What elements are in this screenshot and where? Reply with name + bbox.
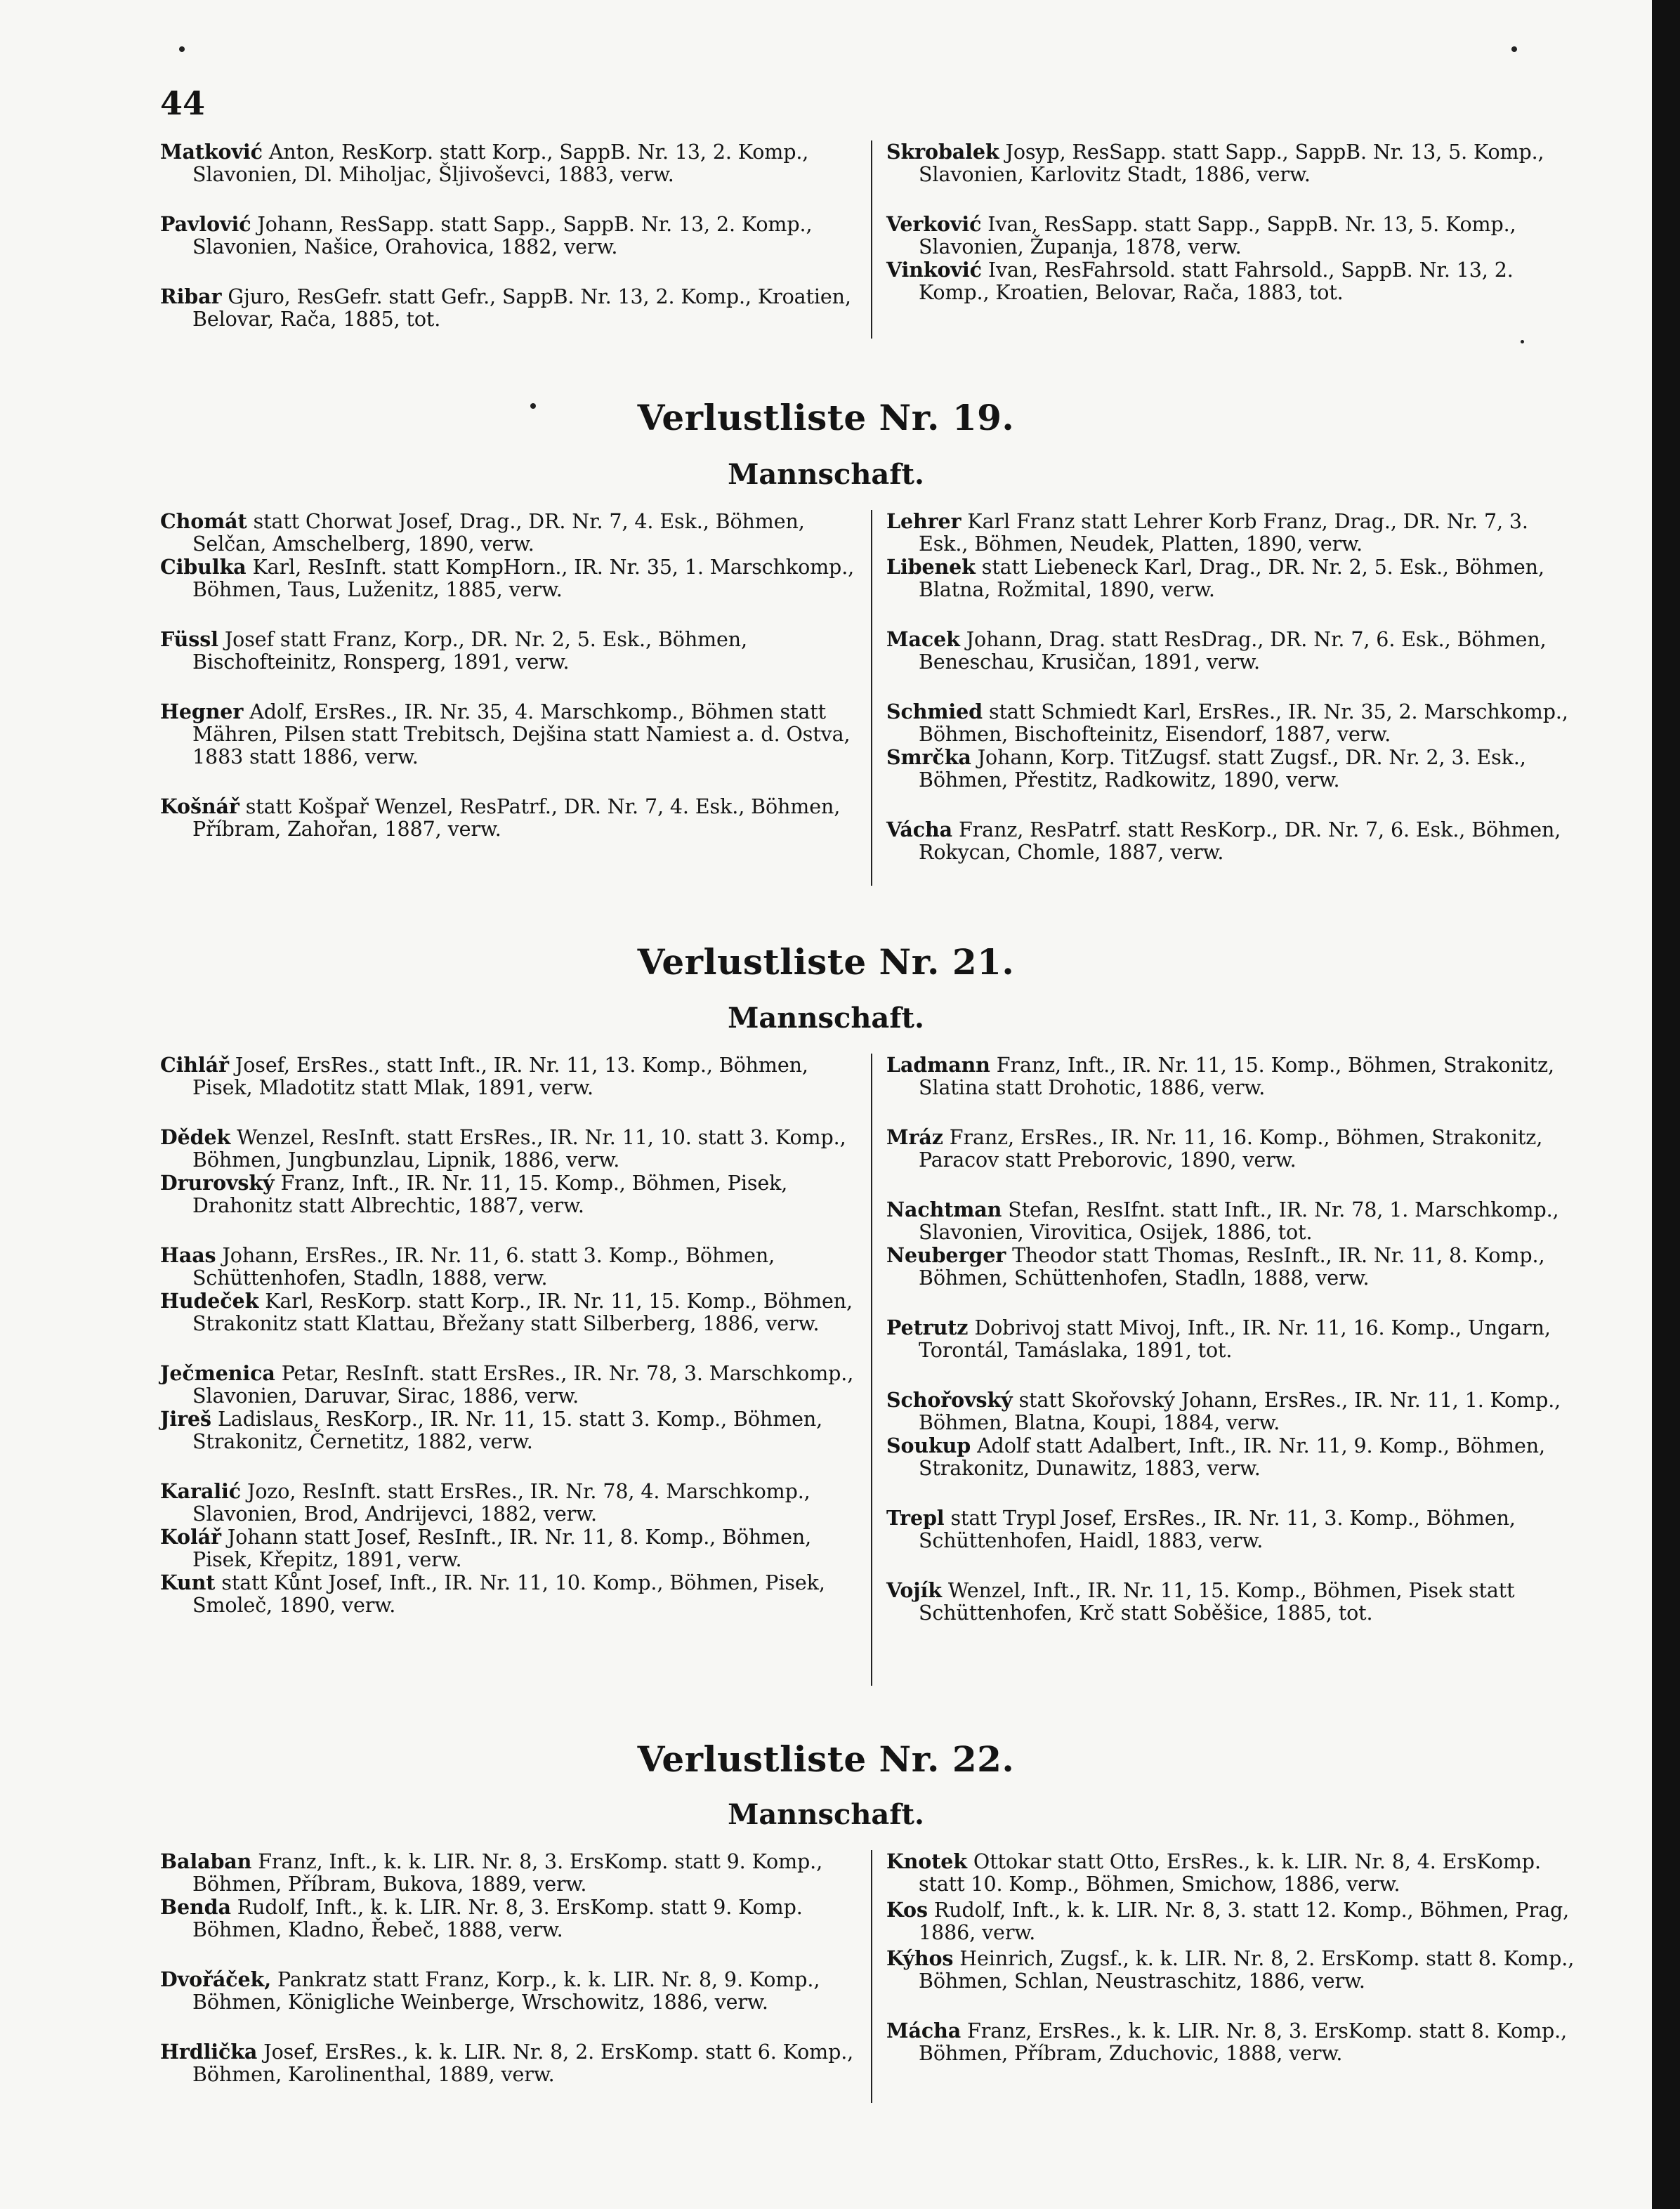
list-entry: Schořovský statt Skořovský Johann, ErsRes., IR. Nr. 11, 1. Komp., Böhmen, Blatna, Koupi, 1884, verw. (886, 1388, 1561, 1434)
list-entry: Schmied statt Schmiedt Karl, ErsRes., IR. Nr. 35, 2. Marschkomp., Böhmen, Bischofteinitz, Eisendorf, 1887, verw. (886, 700, 1568, 746)
page-number: 44 (160, 84, 206, 122)
list-entry: Cihlář Josef, ErsRes., statt Inft., IR. Nr. 11, 13. Komp., Böhmen, Pisek, Mladotitz statt Mlak, 1891, verw. (160, 1053, 808, 1099)
list-entry: Füssl Josef statt Franz, Korp., DR. Nr. 2, 5. Esk., Böhmen, Bischofteinitz, Ronsperg, 1891, verw. (160, 627, 747, 674)
scan-speck (1521, 340, 1524, 343)
list-entry: Cibulka Karl, ResInft. statt KompHorn., IR. Nr. 35, 1. Marschkomp., Böhmen, Taus, Luženitz, 1885, verw. (160, 555, 855, 601)
list-entry: Hrdlička Josef, ErsRes., k. k. LIR. Nr. 8, 2. ErsKomp. statt 6. Komp., Böhmen, Karolinenthal, 1889, verw. (160, 2040, 854, 2086)
list-entry: Kos Rudolf, Inft., k. k. LIR. Nr. 8, 3. statt 12. Komp., Böhmen, Prag, 1886, verw. (886, 1898, 1570, 1944)
list-entry: Libenek statt Liebeneck Karl, Drag., DR. Nr. 2, 5. Esk., Böhmen, Blatna, Rožmital, 1890, verw. (886, 555, 1544, 601)
list-entry: Drurovský Franz, Inft., IR. Nr. 11, 15. Komp., Böhmen, Pisek, Drahonitz statt Albrechtic, 1887, verw. (160, 1171, 788, 1217)
list-entry: Lehrer Karl Franz statt Lehrer Korb Franz, Drag., DR. Nr. 7, 3. Esk., Böhmen, Neudek, Platten, 1890, verw. (886, 509, 1528, 556)
column-divider (871, 1054, 872, 1686)
list-entry: Kolář Johann statt Josef, ResInft., IR. Nr. 11, 8. Komp., Böhmen, Pisek, Křepitz, 1891, verw. (160, 1525, 812, 1571)
list-entry: Ječmenica Petar, ResInft. statt ErsRes., IR. Nr. 78, 3. Marschkomp., Slavonien, Daruvar, Sirac, 1886, verw. (160, 1361, 854, 1408)
section-subtitle: Mannschaft. (728, 1798, 924, 1831)
nr22-left-column (160, 1850, 871, 2086)
list-entry: Macek Johann, Drag. statt ResDrag., DR. Nr. 7, 6. Esk., Böhmen, Beneschau, Krusičan, 1891, verw. (886, 627, 1547, 674)
scan-speck (179, 46, 185, 52)
list-entry: Jireš Ladislaus, ResKorp., IR. Nr. 11, 15. statt 3. Komp., Böhmen, Strakonitz, Černetitz, 1882, verw. (160, 1407, 823, 1453)
column-divider (871, 140, 872, 339)
list-entry: Vojík Wenzel, Inft., IR. Nr. 11, 15. Komp., Böhmen, Pisek statt Schüttenhofen, Krč statt Soběšice, 1885, tot. (886, 1578, 1515, 1625)
column-divider (871, 510, 872, 886)
nr21-left-column (160, 1054, 871, 1617)
list-entry: Haas Johann, ErsRes., IR. Nr. 11, 6. statt 3. Komp., Böhmen, Schüttenhofen, Stadln, 1888, verw. (160, 1243, 775, 1290)
list-entry: Kýhos Heinrich, Zugsf., k. k. LIR. Nr. 8, 2. ErsKomp. statt 8. Komp., Böhmen, Schlan, Neustraschitz, 1886, verw. (886, 1946, 1575, 1993)
section-title: Verlustliste Nr. 21. (637, 941, 1015, 983)
top-left-column (160, 140, 871, 331)
list-entry: Ribar Gjuro, ResGefr. statt Gefr., SappB. Nr. 13, 2. Komp., Kroatien, Belovar, Rača, 1885, tot. (160, 284, 851, 331)
top-right-column (886, 140, 1582, 304)
column-divider (871, 1850, 872, 2103)
list-entry: Soukup Adolf statt Adalbert, Inft., IR. Nr. 11, 9. Komp., Böhmen, Strakonitz, Dunawitz, 1883, verw. (886, 1434, 1545, 1480)
list-entry: Trepl statt Trypl Josef, ErsRes., IR. Nr. 11, 3. Komp., Böhmen, Schüttenhofen, Haidl, 1883, verw. (886, 1506, 1516, 1552)
list-entry: Petrutz Dobrivoj statt Mivoj, Inft., IR. Nr. 11, 16. Komp., Ungarn, Torontál, Tamáslaka, 1891, tot. (886, 1316, 1551, 1362)
list-entry: Ladmann Franz, Inft., IR. Nr. 11, 15. Komp., Böhmen, Strakonitz, Slatina statt Drohotic, 1886, verw. (886, 1053, 1554, 1099)
list-entry: Mácha Franz, ErsRes., k. k. LIR. Nr. 8, 3. ErsKomp. statt 8. Komp., Böhmen, Příbram, Zduchovic, 1888, verw. (886, 2019, 1568, 2065)
list-entry: Benda Rudolf, Inft., k. k. LIR. Nr. 8, 3. ErsKomp. statt 9. Komp. Böhmen, Kladno, Řebeč, 1888, verw. (160, 1895, 803, 1941)
list-entry: Matković Anton, ResKorp. statt Korp., SappB. Nr. 13, 2. Komp., Slavonien, Dl. Miholjac, Šljivoševci, 1883, verw. (160, 140, 809, 186)
list-entry: Neuberger Theodor statt Thomas, ResInft., IR. Nr. 11, 8. Komp., Böhmen, Schüttenhofen, Stadln, 1888, verw. (886, 1243, 1545, 1290)
list-entry: Pavlović Johann, ResSapp. statt Sapp., SappB. Nr. 13, 2. Komp., Slavonien, Našice, Orahovica, 1882, verw. (160, 212, 813, 258)
list-entry: Vinković Ivan, ResFahrsold. statt Fahrsold., SappB. Nr. 13, 2. Komp., Kroatien, Belovar, Rača, 1883, tot. (886, 258, 1514, 304)
list-entry: Hudeček Karl, ResKorp. statt Korp., IR. Nr. 11, 15. Komp., Böhmen, Strakonitz statt Klattau, Břežany statt Silberberg, 1886, verw. (160, 1289, 853, 1335)
list-entry: Vácha Franz, ResPatrf. statt ResKorp., DR. Nr. 7, 6. Esk., Böhmen, Rokycan, Chomle, 1887, verw. (886, 818, 1561, 864)
nr19-left-column (160, 510, 871, 841)
list-entry: Verković Ivan, ResSapp. statt Sapp., SappB. Nr. 13, 5. Komp., Slavonien, Županja, 1878, verw. (886, 212, 1516, 258)
list-entry: Hegner Adolf, ErsRes., IR. Nr. 35, 4. Marschkomp., Böhmen statt Mähren, Pilsen statt Trebitsch, Dejšina statt Namiest a. d. Ostva, 1883 statt 1886, verw. (160, 700, 851, 768)
list-entry: Mráz Franz, ErsRes., IR. Nr. 11, 16. Komp., Böhmen, Strakonitz, Paracov statt Preborovic, 1890, verw. (886, 1125, 1543, 1172)
scan-speck (530, 403, 536, 409)
list-entry: Smrčka Johann, Korp. TitZugsf. statt Zugsf., DR. Nr. 2, 3. Esk., Böhmen, Přestitz, Radkowitz, 1890, verw. (886, 745, 1526, 792)
list-entry: Kunt statt Kůnt Josef, Inft., IR. Nr. 11, 10. Komp., Böhmen, Pisek, Smoleč, 1890, verw. (160, 1571, 825, 1617)
section-title: Verlustliste Nr. 19. (637, 397, 1015, 438)
list-entry: Chomát statt Chorwat Josef, Drag., DR. Nr. 7, 4. Esk., Böhmen, Selčan, Amschelberg, 1890, verw. (160, 509, 805, 556)
list-entry: Balaban Franz, Inft., k. k. LIR. Nr. 8, 3. ErsKomp. statt 9. Komp., Böhmen, Příbram, Bukova, 1889, verw. (160, 1849, 823, 1896)
list-entry: Dědek Wenzel, ResInft. statt ErsRes., IR. Nr. 11, 10. statt 3. Komp., Böhmen, Jungbunzlau, Lipnik, 1886, verw. (160, 1125, 846, 1172)
list-entry: Nachtman Stefan, ResIfnt. statt Inft., IR. Nr. 78, 1. Marschkomp., Slavonien, Virovitica, Osijek, 1886, tot. (886, 1198, 1559, 1244)
list-entry: Knotek Ottokar statt Otto, ErsRes., k. k. LIR. Nr. 8, 4. ErsKomp. statt 10. Komp., Böhmen, Smichow, 1886, verw. (886, 1849, 1541, 1896)
nr19-right-column (886, 510, 1582, 864)
section-subtitle: Mannschaft. (728, 1002, 924, 1035)
nr22-right-column (886, 1850, 1582, 2065)
list-entry: Dvořáček, Pankratz statt Franz, Korp., k. k. LIR. Nr. 8, 9. Komp., Böhmen, Königliche Weinberge, Wrschowitz, 1886, verw. (160, 1967, 820, 2014)
section-subtitle: Mannschaft. (728, 458, 924, 491)
section-title: Verlustliste Nr. 22. (637, 1738, 1015, 1780)
list-entry: Košnář statt Košpař Wenzel, ResPatrf., DR. Nr. 7, 4. Esk., Böhmen, Příbram, Zahořan, 1887, verw. (160, 794, 841, 841)
list-entry: Karalić Jozo, ResInft. statt ErsRes., IR. Nr. 78, 4. Marschkomp., Slavonien, Brod, Andrijevci, 1882, verw. (160, 1479, 811, 1526)
list-entry: Skrobalek Josyp, ResSapp. statt Sapp., SappB. Nr. 13, 5. Komp., Slavonien, Karlovitz Stadt, 1886, verw. (886, 140, 1544, 186)
scan-speck (1511, 46, 1517, 52)
nr21-right-column (886, 1054, 1582, 1625)
